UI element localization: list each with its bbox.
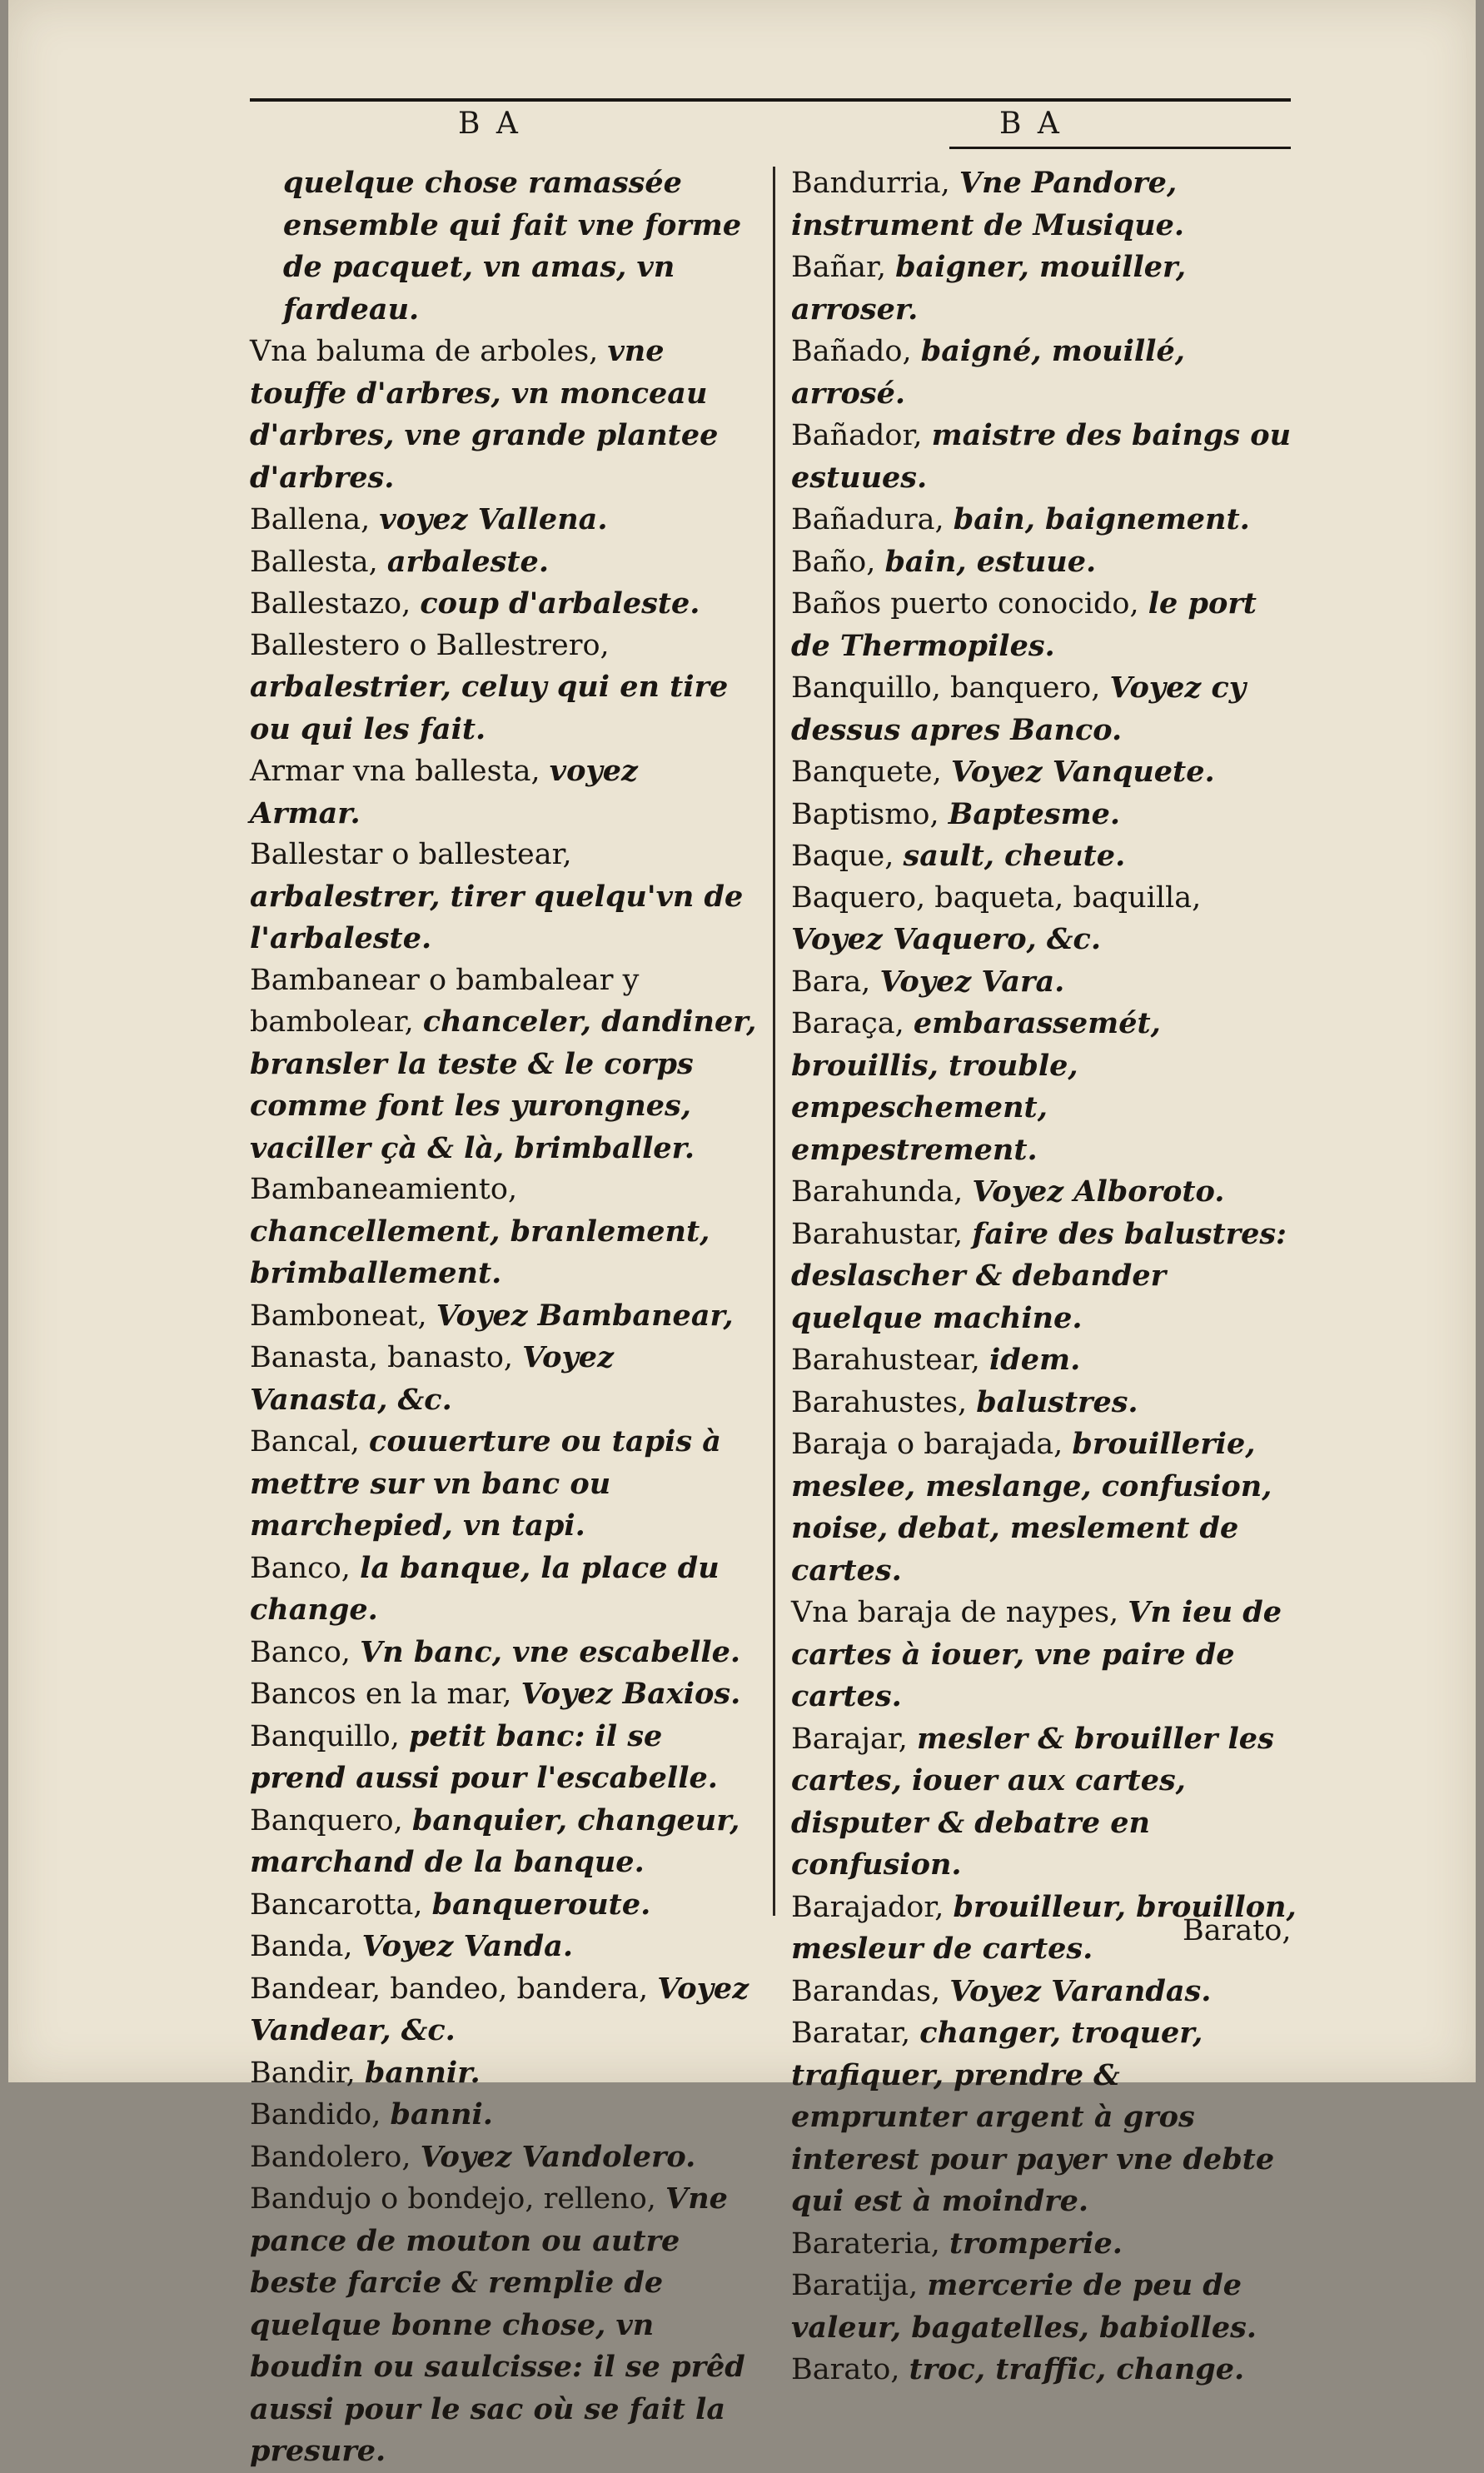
header-rule-right (949, 147, 1291, 149)
entry-translation: voyez Vallena. (379, 502, 608, 536)
entry-translation: Voyez Vaquero, &c. (791, 922, 1102, 956)
entry-translation: sault, cheute. (903, 839, 1126, 873)
dictionary-entry (250, 626, 758, 751)
entry-translation: brouillerie, meslee, meslange, confusion, noise, debat, meslement de cartes. (791, 1427, 1272, 1588)
entry-translation: baigner, mouiller, arroser. (791, 250, 1187, 327)
entry-translation: idem. (989, 1343, 1081, 1377)
entry-headword: Baños puerto conocido, (791, 587, 1148, 621)
entry-translation: balustres. (976, 1384, 1138, 1419)
entry-headword: Banda, (250, 1930, 362, 1963)
entry-translation: quelque chose ramassée ensemble qui fait vne forme de pacquet, vn amas, vn fardeau. (283, 166, 742, 327)
entry-translation: banqueroute. (431, 1887, 651, 1922)
right-column (791, 162, 1299, 2391)
dictionary-entry (791, 247, 1299, 331)
dictionary-entry (250, 2136, 758, 2179)
entry-headword: Vna baraja de naypes, (791, 1596, 1128, 1629)
entry-translation: voyez Armar. (250, 754, 638, 830)
dictionary-entry (250, 2094, 758, 2136)
entry-headword: Barato, (791, 2353, 909, 2386)
entry-headword: Ballestar o ballestear, (250, 838, 572, 871)
entry-translation: arbaleste. (386, 544, 550, 579)
entry-translation: Voyez Vandear, &c. (250, 1971, 749, 2047)
dictionary-entry (791, 1214, 1299, 1340)
entry-headword: Bañar, (791, 251, 896, 284)
header-rule (250, 98, 1291, 102)
dictionary-entry (250, 1926, 758, 1968)
entry-translation: Voyez Vanda. (361, 1929, 574, 1963)
entry-translation: banquier, changeur, marchand de la banque. (250, 1802, 740, 1879)
entry-headword: Banquillo, banquero, (791, 671, 1110, 705)
entry-translation: Vn ieu de cartes à iouer, vne paire de cartes. (791, 1595, 1282, 1713)
entry-translation: arbalestrer, tirer quelqu'vn de l'arbaleste. (250, 879, 744, 955)
entry-headword: Baratar, (791, 2017, 920, 2050)
dictionary-entry (250, 583, 758, 626)
entry-headword: Bambanear o bambalear y bambolear, (250, 963, 640, 1039)
dictionary-entry (250, 331, 758, 499)
dictionary-entry (791, 499, 1299, 541)
running-head-left: B A (458, 107, 521, 141)
entry-translation: banni. (390, 2097, 493, 2131)
entry-headword: Banquete, (791, 755, 951, 789)
entry-translation: Voyez Baxios. (520, 1677, 741, 1711)
dictionary-entry (250, 162, 758, 331)
dictionary-entry (250, 750, 758, 835)
entry-headword: Bamboneat, (250, 1299, 436, 1333)
dictionary-entry (250, 1800, 758, 1884)
entry-headword: Baquero, baqueta, baquilla, (791, 880, 1202, 915)
dictionary-entry (791, 1423, 1299, 1592)
entry-headword: Barajador, (791, 1890, 954, 1924)
entry-translation: la banque, la place du change. (250, 1550, 720, 1627)
running-head-right: B A (999, 107, 1063, 141)
entry-translation: coup d'arbaleste. (420, 586, 700, 621)
entry-headword: Barandas, (791, 1974, 950, 2008)
dictionary-entry (250, 1632, 758, 1674)
entry-translation: couuerture ou tapis à mettre sur vn banc ou marchepied, vn tapi. (250, 1424, 721, 1543)
entry-translation: faire des balustres: deslascher & debander quelque machine. (791, 1216, 1287, 1335)
entry-headword: Barahustear, (791, 1344, 990, 1377)
entry-headword: Barahunda, (791, 1175, 973, 1209)
entry-translation: mesler & brouiller les cartes, iouer aux cartes, disputer & debatre en confusion. (791, 1721, 1274, 1882)
entry-headword: Banquillo, (250, 1719, 409, 1753)
entry-translation: petit banc: il se prend aussi pour l'escabelle. (250, 1718, 718, 1795)
entry-translation: Voyez Vara. (879, 964, 1065, 999)
entry-translation: Voyez Bambanear, (436, 1298, 734, 1333)
entry-headword: Banasta, banasto, (250, 1341, 523, 1374)
entry-translation: baigné, mouillé, arrosé. (791, 334, 1185, 411)
dictionary-entry (791, 751, 1299, 794)
dictionary-entry (791, 1171, 1299, 1214)
entry-translation: chanceler, dandiner, bransler la teste & le corps comme font les yurongnes, vaciller çà & là, brimballer. (250, 1005, 757, 1165)
dictionary-entry (791, 1971, 1299, 2013)
entry-headword: Baraja o barajada, (791, 1428, 1073, 1461)
dictionary-entry (791, 2349, 1299, 2391)
entry-headword: Baraça, (791, 1007, 914, 1040)
entry-headword: Ballena, (250, 503, 380, 536)
entry-headword: Bañado, (791, 335, 921, 368)
dictionary-entry (791, 2012, 1299, 2223)
entry-headword: Baño, (791, 545, 885, 579)
dictionary-entry (250, 1337, 758, 1421)
entry-headword: Bandolero, (250, 2140, 421, 2174)
entry-headword: Baptismo, (791, 797, 949, 831)
entry-headword: Ballesta, (250, 545, 387, 579)
entry-headword: Baque, (791, 840, 904, 873)
dictionary-entry (250, 1716, 758, 1800)
column-divider (773, 167, 775, 1916)
dictionary-entry (250, 1548, 758, 1632)
entry-headword: Barahustar, (791, 1217, 973, 1251)
dictionary-entry (791, 961, 1299, 1004)
entry-headword: Bara, (791, 965, 880, 999)
entry-headword: Ballestazo, (250, 587, 421, 621)
entry-headword: Banquero, (250, 1803, 412, 1837)
dictionary-entry (791, 583, 1299, 667)
entry-headword: Bancos en la mar, (250, 1678, 521, 1711)
entry-headword: Banco, (250, 1551, 361, 1585)
entry-headword: Armar vna ballesta, (250, 755, 550, 788)
entry-headword: Bañadura, (791, 503, 954, 536)
entry-headword: Bandujo o bondejo, relleno, (250, 2182, 666, 2216)
entry-headword: Bandido, (250, 2098, 391, 2131)
entry-translation: troc, traffic, change. (909, 2352, 1245, 2386)
dictionary-entry (250, 835, 758, 960)
entry-translation: embarassemét, brouillis, trouble, empeschement, empestrement. (791, 1006, 1161, 1167)
entry-headword: Bandear, bandeo, bandera, (250, 1972, 658, 2006)
dictionary-entry (250, 1673, 758, 1716)
dictionary-entry (250, 2052, 758, 2095)
entry-headword: Bancarotta, (250, 1887, 432, 1922)
entry-headword: Ballestero o Ballestrero, (250, 628, 610, 662)
dictionary-entry (250, 960, 758, 1170)
entry-translation: Baptesme. (948, 796, 1121, 831)
entry-translation: Vne pance de mouton ou autre beste farcie & remplie de quelque bonne chose, vn boudin ou saulcisse: il se prêd aussi pour le sac où se fait la presure. (250, 2181, 745, 2468)
entry-translation: bain, baignement. (953, 502, 1250, 536)
dictionary-entry (791, 878, 1299, 961)
dictionary-entry (791, 162, 1299, 247)
book-page (8, 0, 1476, 2468)
dictionary-entry (791, 1718, 1299, 1887)
entry-translation: Voyez Vandolero. (420, 2139, 696, 2174)
entry-translation: arbalestrier, celuy qui en tire ou qui les fait. (250, 670, 729, 746)
entry-translation: maistre des baings ou estuues. (791, 418, 1292, 495)
entry-headword: Barajar, (791, 1722, 918, 1756)
catchword: Barato, (1183, 1914, 1292, 1947)
entry-translation: mercerie de peu de valeur, bagatelles, babiolles. (791, 2268, 1257, 2345)
entry-translation: bain, estuue. (884, 544, 1097, 579)
entry-headword: Baratija, (791, 2269, 928, 2302)
dictionary-entry (250, 2178, 758, 2473)
dictionary-entry (250, 541, 758, 584)
dictionary-entry (250, 1421, 758, 1548)
entry-headword: Bandir, (250, 2056, 365, 2090)
entry-translation: changer, troquer, trafiquer, prendre & emprunter argent à gros interest pour payer vne debte qui est à moindre. (791, 2016, 1275, 2218)
entry-headword: Vna baluma de arboles, (250, 335, 608, 368)
entry-headword: Bancal, (250, 1425, 370, 1458)
dictionary-entry (791, 2265, 1299, 2349)
dictionary-entry (791, 331, 1299, 415)
entry-translation: Vn banc, vne escabelle. (360, 1634, 741, 1669)
dictionary-entry (791, 2223, 1299, 2266)
entry-translation: brouilleur, brouillon, mesleur de cartes. (791, 1889, 1297, 1966)
entry-translation: Voyez cy dessus apres Banco. (791, 671, 1247, 747)
entry-translation: chancellement, branlement, brimballement. (250, 1214, 710, 1290)
entry-headword: Bandurria, (791, 167, 959, 200)
entry-translation: Vne Pandore, instrument de Musique. (791, 166, 1185, 242)
dictionary-entry (250, 499, 758, 541)
dictionary-entry (250, 1169, 758, 1295)
dictionary-entry (250, 1884, 758, 1927)
dictionary-entry (791, 1339, 1299, 1382)
entry-translation: tromperie. (949, 2226, 1123, 2261)
entry-headword: Bañador, (791, 419, 932, 452)
entry-translation: Voyez Vanasta, &c. (250, 1340, 614, 1417)
entry-headword: Bambaneamiento, (250, 1173, 518, 1206)
dictionary-entry (791, 794, 1299, 836)
entry-headword: Banco, (250, 1635, 361, 1669)
dictionary-entry (791, 1003, 1299, 1171)
dictionary-entry (791, 541, 1299, 584)
dictionary-entry (791, 1382, 1299, 1424)
dictionary-entry (791, 667, 1299, 751)
entry-headword: Barateria, (791, 2226, 950, 2261)
entry-translation: Voyez Vanquete. (950, 755, 1215, 789)
entry-translation: Voyez Alboroto. (972, 1174, 1225, 1209)
left-column (250, 162, 758, 2473)
entry-translation: Voyez Varandas. (949, 1973, 1212, 2008)
dictionary-entry (791, 1592, 1299, 1718)
dictionary-entry (250, 1968, 758, 2052)
dictionary-entry (250, 1295, 758, 1338)
entry-translation: le port de Thermopiles. (791, 586, 1257, 663)
entry-translation: bannir. (364, 2055, 481, 2090)
entry-translation: vne touffe d'arbres, vn monceau d'arbres, vne grande plantee d'arbres. (250, 334, 719, 495)
entry-headword: Barahustes, (791, 1385, 977, 1419)
dictionary-entry (791, 835, 1299, 878)
dictionary-entry (791, 415, 1299, 499)
